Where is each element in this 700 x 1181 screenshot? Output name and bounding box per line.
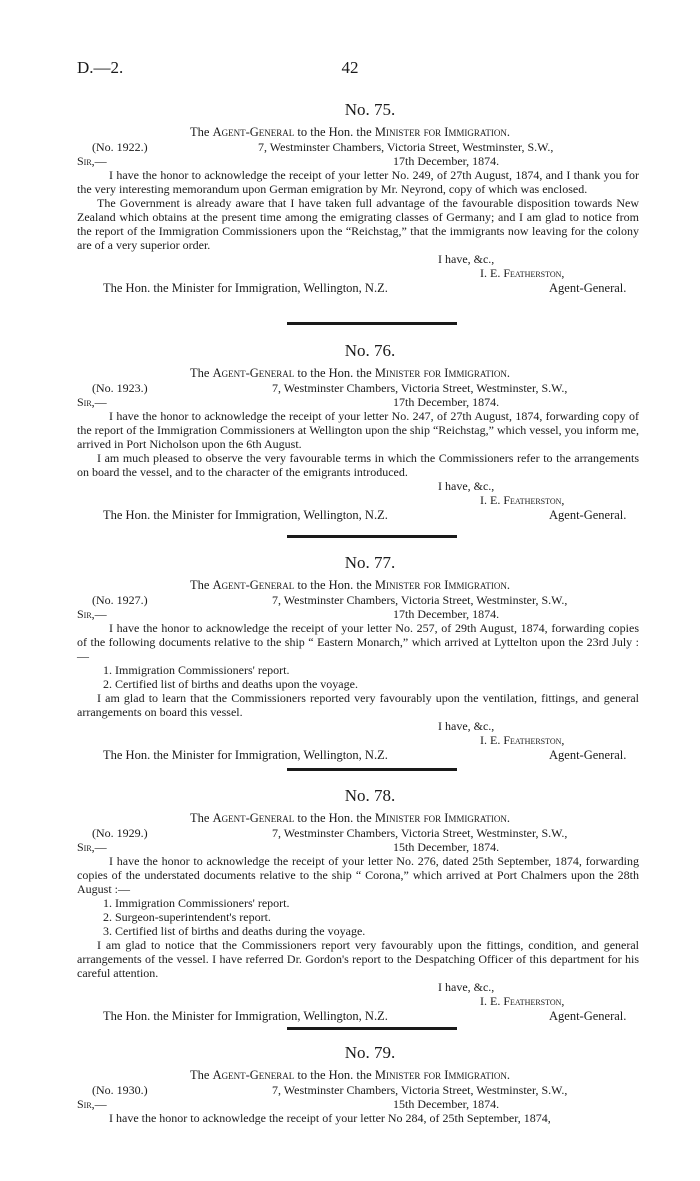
- date-line: [0, 1097, 700, 1111]
- reference-number: (No. 1930.): [92, 1083, 148, 1097]
- signatory-title: Agent-General.: [549, 1009, 627, 1023]
- letter-75: [0, 100, 700, 296]
- letter-number: No. 77.: [344, 553, 396, 572]
- list-item: 1. Immigration Commissioners' report.: [103, 663, 290, 677]
- list-item: 2. Certified list of births and deaths upon the voyage.: [103, 677, 358, 691]
- letter-number: No. 78.: [344, 786, 396, 805]
- letter-78: [0, 786, 700, 1024]
- section-rule: [287, 322, 457, 325]
- closing: I have, &c.,: [438, 479, 495, 493]
- addressee: The Hon. the Minister for Immigration, Wellington, N.Z.: [103, 1009, 388, 1023]
- address: 7, Westminster Chambers, Victoria Street, Westminster, S.W.,: [272, 381, 568, 395]
- page-header: [0, 58, 700, 82]
- letter-heading: The Agent-General to the Hon. the Minister for Immigration.: [190, 366, 510, 380]
- signatory-title: Agent-General.: [549, 508, 627, 522]
- salutation: Sir,—: [77, 607, 107, 621]
- letter-heading: The Agent-General to the Hon. the Minister for Immigration.: [190, 578, 510, 592]
- page-number: 42: [341, 58, 359, 77]
- closing: I have, &c.,: [438, 980, 495, 994]
- page-id: D.—2.: [77, 58, 124, 77]
- letter-date: 17th December, 1874.: [393, 607, 500, 621]
- signatory: I. E. Featherston,: [480, 733, 565, 747]
- reference-number: (No. 1923.): [92, 381, 148, 395]
- letter-77: [0, 553, 700, 763]
- addressee: The Hon. the Minister for Immigration, Wellington, N.Z.: [103, 508, 388, 522]
- date-line: [0, 154, 700, 168]
- letter-date: 17th December, 1874.: [393, 395, 500, 409]
- reference-number: (No. 1927.): [92, 593, 148, 607]
- address: 7, Westminster Chambers, Victoria Street, Westminster, S.W.,: [272, 826, 568, 840]
- reference-line: [0, 381, 700, 395]
- salutation: Sir,—: [77, 154, 107, 168]
- list-item: 2. Surgeon-superintendent's report.: [103, 910, 271, 924]
- date-line: [0, 607, 700, 621]
- date-line: [0, 840, 700, 854]
- closing: I have, &c.,: [438, 252, 495, 266]
- salutation: Sir,—: [77, 840, 107, 854]
- list-item: 1. Immigration Commissioners' report.: [103, 896, 290, 910]
- letter-heading: The Agent-General to the Hon. the Minister for Immigration.: [190, 811, 510, 825]
- paragraph: I am glad to learn that the Commissioners reported very favourably upon the ventilation, fittings, and general arrangements on board this vessel.: [77, 691, 639, 719]
- closing: I have, &c.,: [438, 719, 495, 733]
- letter-76: [0, 341, 700, 523]
- addressee: The Hon. the Minister for Immigration, Wellington, N.Z.: [103, 748, 388, 762]
- date-line: [0, 395, 700, 409]
- letter-date: 15th December, 1874.: [393, 1097, 500, 1111]
- salutation: Sir,—: [77, 1097, 107, 1111]
- address: 7, Westminster Chambers, Victoria Street, Westminster, S.W.,: [258, 140, 554, 154]
- paragraph: I have the honor to acknowledge the receipt of your letter No. 247, of 27th August, 1874, forwarding copy of the report of the Immigration Commissioners at Wellington upon the ship “Reichstag,” which vessel, you inform me, arrived in Port Nicholson upon the 6th August.: [77, 409, 639, 451]
- letter-date: 15th December, 1874.: [393, 840, 500, 854]
- section-rule: [287, 768, 457, 771]
- section-rule: [287, 535, 457, 538]
- addressee: The Hon. the Minister for Immigration, Wellington, N.Z.: [103, 281, 388, 295]
- salutation: Sir,—: [77, 395, 107, 409]
- reference-line: [0, 826, 700, 840]
- letter-number: No. 79.: [344, 1043, 396, 1062]
- address: 7, Westminster Chambers, Victoria Street, Westminster, S.W.,: [272, 1083, 568, 1097]
- paragraph: I am glad to notice that the Commissioners report very favourably upon the fittings, condition, and general arrangements of the vessel. I have referred Dr. Gordon's report to the Despatching Officer of this department for his careful attention.: [77, 938, 639, 980]
- paragraph: I am much pleased to observe the very favourable terms in which the Commissioners refer to the arrangements on board the vessel, and to the character of the emigrants introduced.: [77, 451, 639, 479]
- letter-79: [0, 1043, 700, 1125]
- letter-heading: The Agent-General to the Hon. the Minister for Immigration.: [190, 125, 510, 139]
- section-rule: [287, 1027, 457, 1030]
- paragraph: I have the honor to acknowledge the receipt of your letter No. 257, of 29th August, 1874, forwarding copies of the following documents relative to the ship “ Eastern Monarch,” which arrived at Lyttelton upon the 23rd July :—: [77, 621, 639, 663]
- signatory: I. E. Featherston,: [480, 266, 565, 280]
- address: 7, Westminster Chambers, Victoria Street, Westminster, S.W.,: [272, 593, 568, 607]
- reference-number: (No. 1922.): [92, 140, 148, 154]
- reference-line: [0, 1083, 700, 1097]
- signatory-title: Agent-General.: [549, 748, 627, 762]
- letter-number: No. 75.: [344, 100, 396, 119]
- signatory: I. E. Featherston,: [480, 994, 565, 1008]
- paragraph: I have the honor to acknowledge the receipt of your letter No 284, of 25th September, 1874,: [109, 1111, 551, 1125]
- paragraph: I have the honor to acknowledge the receipt of your letter No. 276, dated 25th September, 1874, forwarding copies of the understated documents relative to the ship “ Corona,” which arrived at Port Chalmers upon the 28th August :—: [77, 854, 639, 896]
- reference-number: (No. 1929.): [92, 826, 148, 840]
- letter-date: 17th December, 1874.: [393, 154, 500, 168]
- paragraph: The Government is already aware that I have taken full advantage of the favourable disposition towards New Zealand which obtains at the present time among the emigrating classes of Germany; and I am glad to notice from the report of the Immigration Commissioners upon the “Reichstag,” that the immigrants now leaving for the colony are of a very superior order.: [77, 196, 639, 252]
- letter-number: No. 76.: [344, 341, 396, 360]
- signatory-title: Agent-General.: [549, 281, 627, 295]
- reference-line: [0, 593, 700, 607]
- paragraph: I have the honor to acknowledge the receipt of your letter No. 249, of 27th August, 1874, and I thank you for the very interesting memorandum upon German emigration by Mr. Neyrond, copy of which was enclosed.: [77, 168, 639, 196]
- signatory: I. E. Featherston,: [480, 493, 565, 507]
- letter-heading: The Agent-General to the Hon. the Minister for Immigration.: [190, 1068, 510, 1082]
- list-item: 3. Certified list of births and deaths during the voyage.: [103, 924, 366, 938]
- reference-line: [0, 140, 700, 154]
